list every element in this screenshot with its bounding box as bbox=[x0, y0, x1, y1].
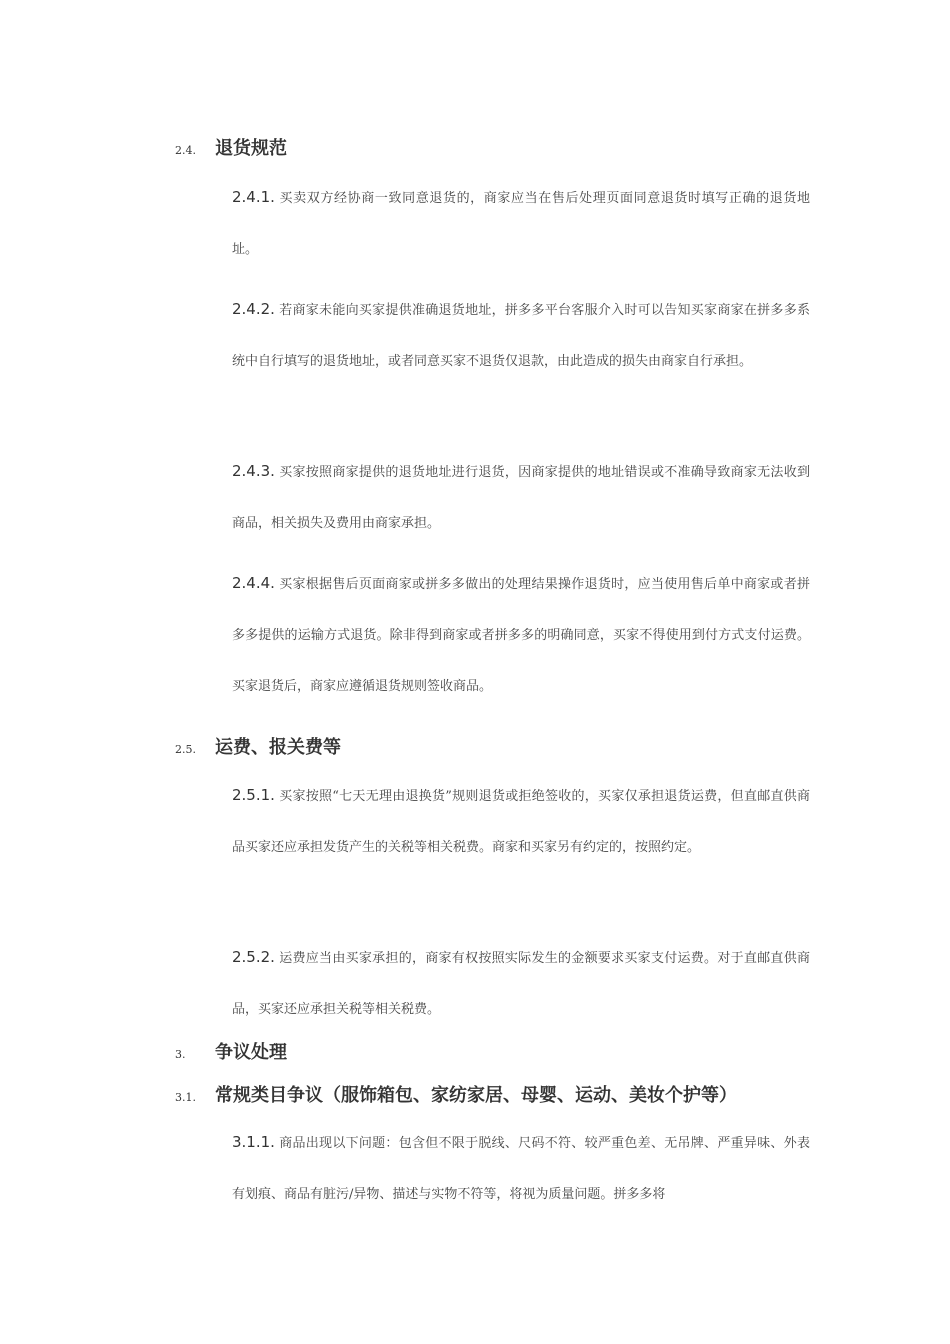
paragraph-number: 2.4.1. bbox=[232, 188, 275, 206]
section-number: 3. bbox=[175, 1048, 186, 1061]
paragraph-text: 运费应当由买家承担的，商家有权按照实际发生的金额要求买家支付运费。对于直邮直供商品，买家还应承担关税等相关税费。 bbox=[232, 951, 810, 1017]
paragraph-text: 买卖双方经协商一致同意退货的，商家应当在售后处理页面同意退货时填写正确的退货地址。 bbox=[232, 191, 810, 257]
paragraph-number: 2.4.2. bbox=[232, 300, 275, 318]
section-number: 2.4. bbox=[175, 144, 196, 157]
section-heading-2-4 bbox=[175, 134, 287, 160]
section-heading-2-5 bbox=[175, 733, 341, 759]
section-title: 常规类目争议（服饰箱包、家纺家居、母婴、运动、美妆个护等） bbox=[215, 1085, 737, 1106]
paragraph-text: 买家按照“七天无理由退换货”规则退货或拒绝签收的，买家仅承担退货运费，但直邮直供商品买家还应承担发货产生的关税等相关税费。商家和买家另有约定的，按照约定。 bbox=[232, 789, 810, 855]
paragraph-2-4-2 bbox=[232, 284, 810, 387]
paragraph-2-5-2 bbox=[232, 932, 810, 1035]
paragraph-number: 2.4.3. bbox=[232, 462, 275, 480]
section-number: 3.1. bbox=[175, 1091, 196, 1104]
paragraph-text: 商品出现以下问题：包含但不限于脱线、尺码不符、较严重色差、无吊牌、严重异味、外表有划痕、商品有脏污/异物、描述与实物不符等，将视为质量问题。拼多多将 bbox=[232, 1136, 810, 1202]
section-number: 2.5. bbox=[175, 743, 196, 756]
paragraph-3-1-1 bbox=[232, 1117, 810, 1220]
paragraph-2-4-4 bbox=[232, 558, 810, 712]
section-heading-3-1 bbox=[175, 1081, 737, 1107]
paragraph-2-4-1 bbox=[232, 172, 810, 275]
paragraph-2-4-3 bbox=[232, 446, 810, 549]
section-title: 退货规范 bbox=[215, 138, 287, 159]
paragraph-number: 2.5.2. bbox=[232, 948, 275, 966]
section-heading-3 bbox=[175, 1038, 287, 1064]
paragraph-2-5-1 bbox=[232, 770, 810, 873]
paragraph-number: 2.5.1. bbox=[232, 786, 275, 804]
paragraph-text: 若商家未能向买家提供准确退货地址，拼多多平台客服介入时可以告知买家商家在拼多多系统中自行填写的退货地址，或者同意买家不退货仅退款，由此造成的损失由商家自行承担。 bbox=[232, 303, 810, 369]
section-title: 争议处理 bbox=[215, 1042, 287, 1063]
paragraph-number: 2.4.4. bbox=[232, 574, 275, 592]
section-title: 运费、报关费等 bbox=[215, 737, 341, 758]
paragraph-text: 买家按照商家提供的退货地址进行退货，因商家提供的地址错误或不准确导致商家无法收到商品，相关损失及费用由商家承担。 bbox=[232, 465, 810, 531]
paragraph-number: 3.1.1. bbox=[232, 1133, 275, 1151]
paragraph-text: 买家根据售后页面商家或拼多多做出的处理结果操作退货时，应当使用售后单中商家或者拼多多提供的运输方式退货。除非得到商家或者拼多多的明确同意，买家不得使用到付方式支付运费。买家退货后，商家应遵循退货规则签收商品。 bbox=[232, 577, 810, 694]
